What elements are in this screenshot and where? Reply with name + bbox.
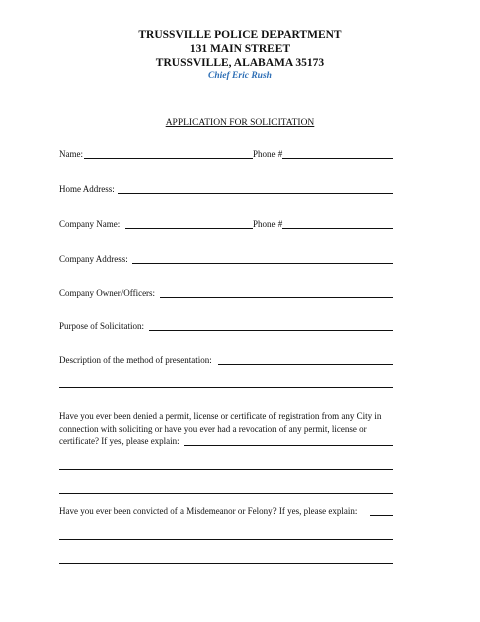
name-label: Name:	[59, 149, 83, 159]
form-title: APPLICATION FOR SOLICITATION	[165, 118, 315, 128]
company-phone-label: Phone #	[253, 219, 283, 229]
chief-name: Chief Eric Rush	[208, 71, 272, 81]
company-address-label: Company Address:	[59, 254, 128, 264]
permit-question-line-3: certificate? If yes, please explain:	[59, 436, 180, 446]
department-name: TRUSSVILLE POLICE DEPARTMENT	[138, 29, 342, 41]
conviction-explain-field-line[interactable]	[370, 515, 393, 516]
description-extra-line[interactable]	[59, 387, 393, 388]
permit-explain-field-line[interactable]	[184, 445, 393, 446]
company-address-field-line[interactable]	[132, 263, 393, 264]
permit-question-line-1: Have you ever been denied a permit, license or certificate of registration from any City in	[59, 411, 382, 421]
permit-explain-line-3[interactable]	[59, 493, 393, 494]
purpose-field-line[interactable]	[149, 330, 393, 331]
conviction-question: Have you ever been convicted of a Misdemeanor or Felony? If yes, please explain:	[59, 506, 358, 516]
home-address-label: Home Address:	[59, 184, 115, 194]
company-owner-label: Company Owner/Officers:	[59, 288, 156, 298]
conviction-explain-line-3[interactable]	[59, 563, 393, 564]
company-owner-field-line[interactable]	[160, 297, 393, 298]
purpose-label: Purpose of Solicitation:	[59, 321, 144, 331]
description-label: Description of the method of presentation:	[59, 355, 212, 365]
company-name-label: Company Name:	[59, 219, 121, 229]
phone-label: Phone #	[253, 149, 283, 159]
department-street: 131 MAIN STREET	[189, 43, 291, 55]
description-field-line[interactable]	[218, 364, 393, 365]
permit-question-line-2: connection with soliciting or have you ever had a revocation of any permit, license or	[59, 424, 367, 434]
home-address-field-line[interactable]	[118, 193, 393, 194]
permit-explain-line-2[interactable]	[59, 469, 393, 470]
conviction-explain-line-2[interactable]	[59, 539, 393, 540]
department-city: TRUSSVILLE, ALABAMA 35173	[155, 57, 325, 69]
name-field-line[interactable]	[84, 158, 393, 159]
letterhead	[0, 28, 480, 82]
